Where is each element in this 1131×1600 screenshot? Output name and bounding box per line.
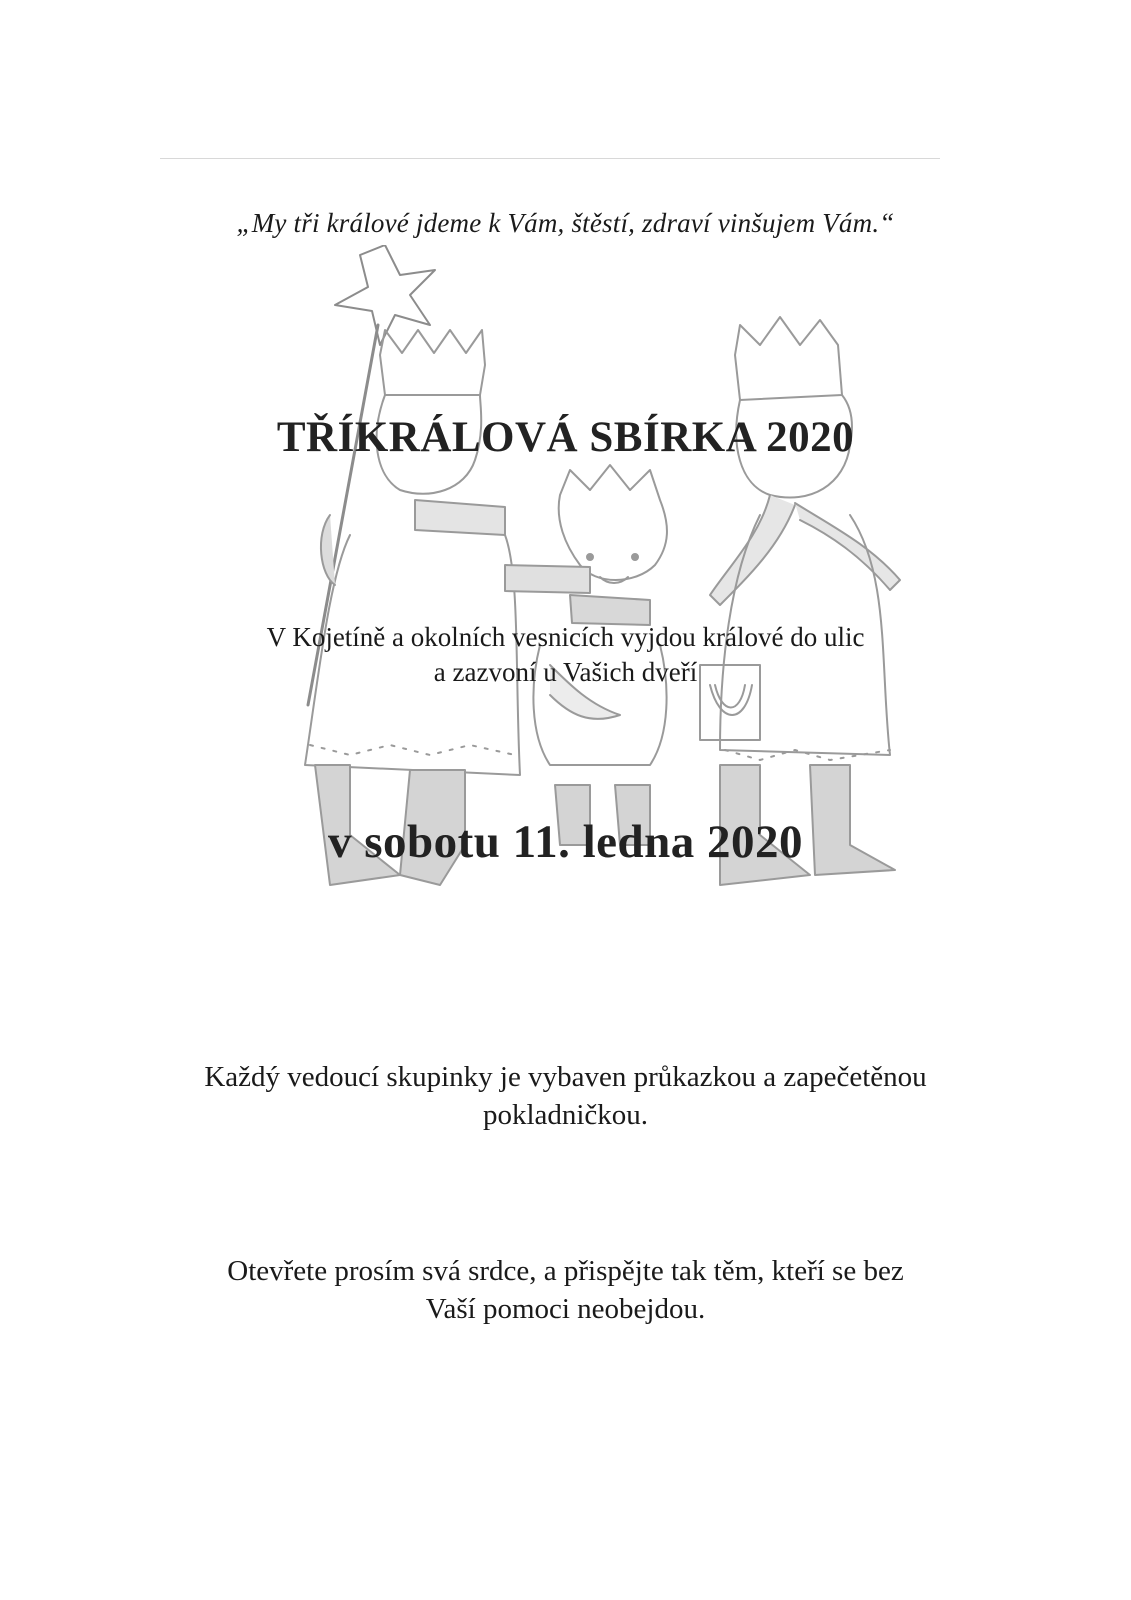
leader-note bbox=[0, 1058, 1131, 1134]
invitation-text bbox=[0, 620, 1131, 690]
king-right bbox=[700, 317, 900, 885]
invitation-line-2: a zazvoní u Vašich dveří bbox=[433, 657, 698, 687]
leader-note-line-2: pokladničkou. bbox=[482, 1099, 649, 1131]
appeal-line-2: Vaší pomoci neobejdou. bbox=[425, 1293, 706, 1325]
top-divider bbox=[160, 158, 940, 159]
leader-note-line-1: Každý vedoucí skupinky je vybaven průkazkou a zapečetěnou bbox=[204, 1061, 927, 1093]
collection-title: TŘÍKRÁLOVÁ SBÍRKA 2020 bbox=[276, 414, 855, 461]
appeal-line-1: Otevřete prosím svá srdce, a přispějte tak těm, kteří se bez bbox=[227, 1255, 904, 1287]
invitation-line-1: V Kojetíně a okolních vesnicích vyjdou králové do ulic bbox=[266, 622, 865, 652]
donation-appeal bbox=[0, 1252, 1131, 1328]
carol-quote: „My tři králové jdeme k Vám, štěstí, zdraví vinšujem Vám.“ bbox=[236, 208, 895, 238]
event-date: v sobotu 11. ledna 2020 bbox=[327, 816, 804, 868]
